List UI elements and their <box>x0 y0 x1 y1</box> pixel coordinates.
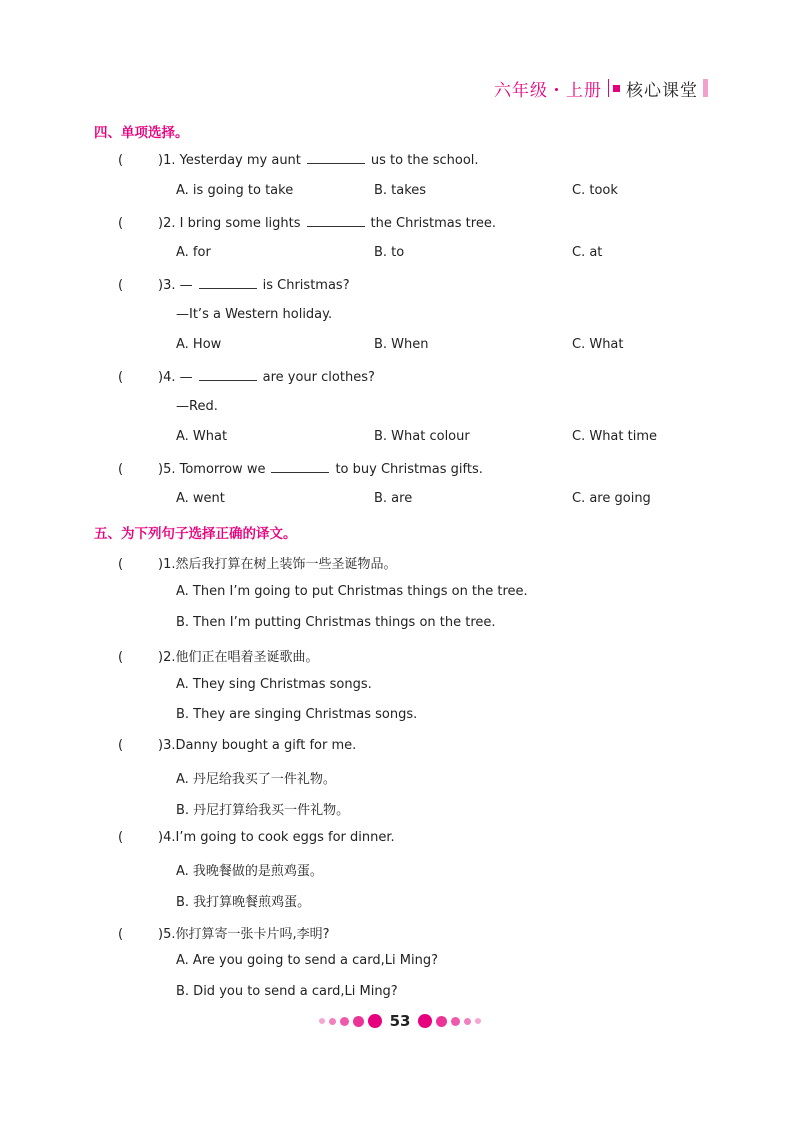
s5-q4-option-b: B. 我打算晚餐煎鸡蛋。 <box>176 895 311 910</box>
s4-question-4: ( )4. — are your clothes? <box>118 370 375 385</box>
s4-q1-option-c: C. took <box>572 183 618 198</box>
s5-q2-option-b: B. They are singing Christmas songs. <box>176 707 418 722</box>
header-separator-bar <box>608 79 609 97</box>
page-number: 53 <box>389 1012 411 1030</box>
s5-question-5: ( )5.你打算寄一张卡片吗,李明? <box>118 927 330 942</box>
s5-q3-option-a: A. 丹尼给我买了一件礼物。 <box>176 772 336 787</box>
s5-q5-option-b: B. Did you to send a card,Li Ming? <box>176 984 398 999</box>
s4-q2-option-a: A. for <box>176 245 211 260</box>
footer-dot <box>353 1016 364 1027</box>
s4-q5-option-b: B. are <box>374 491 413 506</box>
s5-question-3: ( )3.Danny bought a gift for me. <box>118 738 357 753</box>
footer-dot <box>319 1018 325 1024</box>
s5-question-1: ( )1.然后我打算在树上装饰一些圣诞物品。 <box>118 557 397 572</box>
s4-q3-option-c: C. What <box>572 337 624 352</box>
header-separator-square <box>613 85 620 92</box>
s4-q3-option-b: B. When <box>374 337 429 352</box>
footer-dot <box>475 1018 481 1024</box>
s5-q1-option-b: B. Then I’m putting Christmas things on the tree. <box>176 615 496 630</box>
s4-q2-option-c: C. at <box>572 245 603 260</box>
s4-q3-reply: —It’s a Western holiday. <box>176 307 333 322</box>
s4-q4-option-b: B. What colour <box>374 429 470 444</box>
answer-blank[interactable] <box>307 214 365 227</box>
footer-dot <box>329 1018 336 1025</box>
s4-q2-option-b: B. to <box>374 245 405 260</box>
s4-question-1: ( )1. Yesterday my aunt us to the school. <box>118 153 479 168</box>
footer-dot <box>340 1017 349 1026</box>
brand-label: 核心课堂 <box>626 80 698 101</box>
s4-q1-option-a: A. is going to take <box>176 183 294 198</box>
s4-q4-option-c: C. What time <box>572 429 658 444</box>
s5-q5-option-a: A. Are you going to send a card,Li Ming? <box>176 953 438 968</box>
footer-dot <box>436 1016 447 1027</box>
s5-question-4: ( )4.I’m going to cook eggs for dinner. <box>118 830 395 845</box>
s5-q1-option-a: A. Then I’m going to put Christmas things on the tree. <box>176 584 528 599</box>
footer-dot <box>464 1018 471 1025</box>
footer-dot <box>418 1014 432 1028</box>
answer-blank[interactable] <box>307 151 365 164</box>
s4-question-2: ( )2. I bring some lights the Christmas tree. <box>118 216 496 231</box>
s4-q4-option-a: A. What <box>176 429 228 444</box>
section-5-title: 五、为下列句子选择正确的译文。 <box>94 526 297 542</box>
answer-blank[interactable] <box>199 276 257 289</box>
section-4-title: 四、单项选择。 <box>94 125 189 141</box>
s4-q5-option-a: A. went <box>176 491 225 506</box>
s5-q4-option-a: A. 我晚餐做的是煎鸡蛋。 <box>176 864 323 879</box>
grade-label: 六年级・上册 <box>494 80 602 101</box>
page-header <box>494 76 708 100</box>
s5-q2-option-a: A. They sing Christmas songs. <box>176 677 372 692</box>
s5-q3-option-b: B. 丹尼打算给我买一件礼物。 <box>176 803 350 818</box>
s4-question-5: ( )5. Tomorrow we to buy Christmas gifts. <box>118 462 483 477</box>
s4-q5-option-c: C. are going <box>572 491 651 506</box>
footer-dot <box>368 1014 382 1028</box>
page-footer <box>0 1009 800 1033</box>
s5-question-2: ( )2.他们正在唱着圣诞歌曲。 <box>118 650 319 665</box>
s4-question-3: ( )3. — is Christmas? <box>118 278 350 293</box>
s4-q4-reply: —Red. <box>176 399 218 414</box>
header-end-bar <box>703 79 708 97</box>
footer-dot <box>451 1017 460 1026</box>
s4-q3-option-a: A. How <box>176 337 222 352</box>
answer-blank[interactable] <box>271 460 329 473</box>
s4-q1-option-b: B. takes <box>374 183 427 198</box>
answer-blank[interactable] <box>199 368 257 381</box>
